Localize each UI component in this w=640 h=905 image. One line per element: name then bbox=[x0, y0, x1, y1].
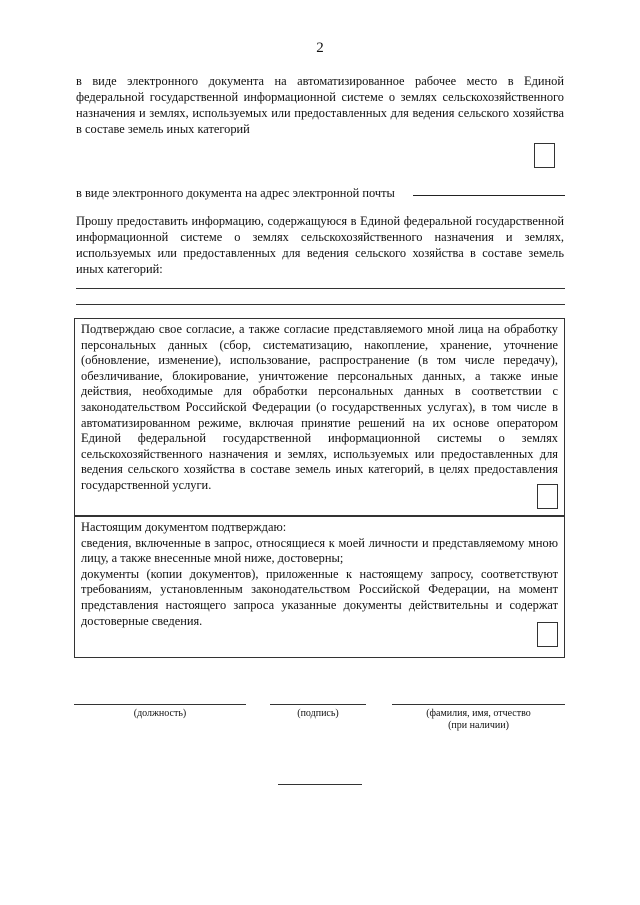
position-signature-line[interactable] bbox=[74, 704, 246, 705]
page-number: 2 bbox=[316, 40, 324, 56]
name-caption-line2: (при наличии) bbox=[448, 720, 509, 731]
request-text: Прошу предоставить информацию, содержащуюся в Единой федеральной государственной информационной системе о землях сельскохозяйственного назначения и землях, используемых или предоставленных для ведения сельского хозяйства в составе земель иных категорий: bbox=[76, 214, 564, 276]
sign-caption: (подпись) bbox=[297, 708, 339, 719]
name-signature-line[interactable] bbox=[392, 704, 565, 705]
name-caption-line1: (фамилия, имя, отчество bbox=[426, 708, 531, 719]
option-email-text: в виде электронного документа на адрес электронной почты bbox=[76, 186, 395, 200]
confirmation-text bbox=[81, 520, 558, 629]
consent-checkbox[interactable] bbox=[537, 484, 558, 509]
confirmation-heading: Настоящим документом подтверждаю: bbox=[81, 520, 287, 534]
confirmation-checkbox[interactable] bbox=[537, 622, 558, 647]
sign-signature-line[interactable] bbox=[270, 704, 366, 705]
confirmation-block bbox=[74, 516, 565, 658]
option-eis-checkbox[interactable] bbox=[534, 143, 555, 168]
request-answer-line-1[interactable] bbox=[76, 288, 565, 289]
option-eis-text: в виде электронного документа на автоматизированное рабочее место в Единой федеральной государственной информационной системе о землях сельскохозяйственного назначения и землях, используемых или предоставленных для ведения сельского хозяйства в составе земель иных категорий bbox=[76, 74, 564, 136]
date-line[interactable] bbox=[278, 784, 362, 785]
confirmation-item-2: документы (копии документов), приложенные к настоящему запросу, соответствуют требованиям, установленным законодательством Российской Федерации, на момент представления настоящего запроса указанные документы действительны и содержат достоверные сведения. bbox=[81, 566, 558, 628]
consent-text: Подтверждаю свое согласие, а также согласие представляемого мной лица на обработку персональных данных (сбор, систематизацию, накопление, хранение, уточнение (обновление, изменение), использование, распространение (в том числе передачу), обезличивание, блокирование, уничтожение персональных данных, а также иные действия, необходимые для обработки персональных данных в соответствии с законодательством Российской Федерации (о государственных услугах), в том числе в автоматизированном режиме, включая принятие решений на их основе оператором Единой федеральной государственной информационной системы о землях сельскохозяйственного назначения и землях, используемых или предоставленных для ведения сельского хозяйства в составе земель иных категорий, в целях предоставления государственной услуги. bbox=[81, 322, 558, 492]
confirmation-item-1: сведения, включенные в запрос, относящиеся к моей личности и представляемому мною лицу, а также внесенные мной ниже, достоверны; bbox=[81, 535, 558, 566]
name-caption bbox=[392, 708, 565, 732]
position-caption: (должность) bbox=[133, 708, 187, 719]
consent-block bbox=[74, 318, 565, 516]
email-address-field[interactable] bbox=[413, 195, 565, 196]
request-answer-line-2[interactable] bbox=[76, 304, 565, 305]
